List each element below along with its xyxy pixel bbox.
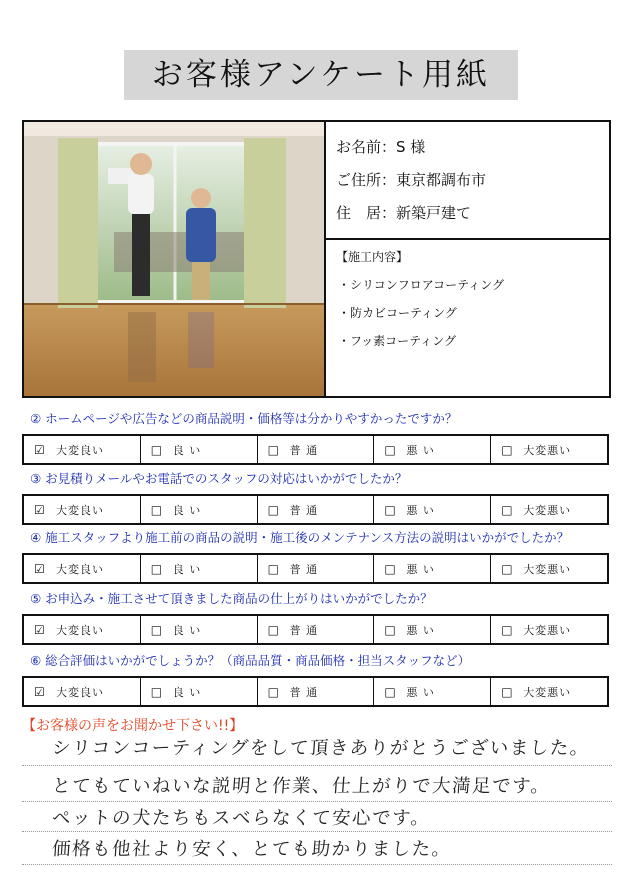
option-label: 良 い	[172, 503, 202, 517]
checkbox-icon[interactable]: □	[384, 561, 396, 576]
option-label: 良 い	[172, 623, 202, 637]
checkbox-icon[interactable]: ☑	[34, 622, 45, 637]
question-text: ④ 施工スタッフより施工前の商品の説明・施工後のメンテナンス方法の説明はいかがでしたか？	[30, 530, 570, 545]
address-row	[336, 169, 609, 202]
checkbox-icon[interactable]: □	[384, 442, 396, 457]
answer-option[interactable]	[258, 678, 375, 705]
answer-option[interactable]	[491, 678, 607, 705]
option-label: 大変良い	[56, 443, 104, 457]
checkbox-icon[interactable]: □	[501, 684, 513, 699]
answer-option[interactable]	[491, 616, 607, 643]
answer-row	[22, 494, 609, 525]
answer-row	[22, 676, 609, 707]
answer-option[interactable]	[491, 555, 607, 582]
customer-box	[22, 120, 611, 398]
option-label: 大変悪い	[523, 503, 572, 517]
answer-option[interactable]	[374, 496, 491, 523]
answer-option[interactable]	[258, 496, 375, 523]
name-value: S 様	[396, 138, 426, 156]
residence-label: 住 居：	[336, 204, 397, 222]
ruled-line	[22, 801, 612, 802]
checkbox-icon[interactable]: □	[150, 561, 163, 576]
checkbox-icon[interactable]: □	[501, 502, 513, 517]
answer-option[interactable]	[258, 616, 375, 643]
option-label: 大変悪い	[523, 443, 572, 457]
handwritten-comment-line: とてもていねいな説明と作業、仕上がりで大満足です。	[51, 776, 552, 797]
ruled-line	[22, 765, 612, 766]
checkbox-icon[interactable]: ☑	[34, 684, 45, 699]
checkbox-icon[interactable]: □	[150, 622, 163, 637]
answer-option[interactable]	[374, 678, 491, 705]
checkbox-icon[interactable]: □	[150, 442, 163, 457]
option-label: 良 い	[172, 562, 202, 576]
question-text: ⑥ 総合評価はいかがでしょうか？（商品品質・商品価格・担当スタッフなど）	[30, 653, 471, 668]
checkbox-icon[interactable]: □	[267, 622, 279, 637]
answer-option[interactable]	[374, 616, 491, 643]
option-label: 悪 い	[406, 685, 435, 699]
work-item: ・フッ素コーティング	[338, 334, 456, 348]
option-label: 普 通	[289, 685, 319, 699]
checkbox-icon[interactable]: □	[267, 442, 279, 457]
answer-option[interactable]	[141, 555, 258, 582]
checkbox-icon[interactable]: □	[384, 502, 396, 517]
work-heading: 【施工内容】	[336, 250, 409, 264]
answer-row	[22, 553, 609, 584]
answer-row	[22, 614, 609, 645]
option-label: 悪 い	[406, 562, 435, 576]
checkbox-icon[interactable]: ☑	[34, 561, 45, 576]
answer-option[interactable]	[491, 436, 607, 463]
residence-row	[336, 202, 609, 235]
option-label: 大変良い	[56, 685, 104, 699]
question-text: ② ホームページや広告などの商品説明・価格等は分かりやすかったですか？	[30, 411, 458, 426]
checkbox-icon[interactable]: □	[384, 622, 396, 637]
name-label: お名前：	[336, 138, 397, 156]
handwritten-comment-line: ペットの犬たちもスベらなくて安心です。	[51, 808, 432, 829]
option-label: 悪 い	[406, 623, 435, 637]
customer-info	[326, 122, 609, 240]
answer-option[interactable]	[24, 496, 141, 523]
customer-photo	[24, 122, 326, 396]
handwritten-comment-line: 価格も他社より安く、とても助かりました。	[51, 839, 453, 860]
answer-option[interactable]	[374, 436, 491, 463]
answer-option[interactable]	[24, 616, 141, 643]
residence-value: 新築戸建て	[396, 204, 472, 222]
checkbox-icon[interactable]: □	[384, 684, 396, 699]
answer-option[interactable]	[491, 496, 607, 523]
answer-option[interactable]	[258, 555, 375, 582]
answer-row	[22, 434, 609, 465]
answer-option[interactable]	[374, 555, 491, 582]
question-text: ③ お見積りメールやお電話でのスタッフの対応はいかがでしたか？	[30, 471, 408, 486]
answer-option[interactable]	[258, 436, 375, 463]
answer-option[interactable]	[24, 678, 141, 705]
option-label: 普 通	[289, 503, 319, 517]
option-label: 大変悪い	[523, 623, 572, 637]
option-label: 大変良い	[56, 562, 104, 576]
ruled-line	[22, 864, 612, 865]
checkbox-icon[interactable]: □	[150, 684, 163, 699]
answer-option[interactable]	[24, 555, 141, 582]
option-label: 良 い	[172, 685, 202, 699]
checkbox-icon[interactable]: ☑	[34, 502, 45, 517]
ruled-line	[22, 831, 612, 832]
option-label: 大変悪い	[523, 562, 572, 576]
checkbox-icon[interactable]: □	[501, 622, 513, 637]
option-label: 大変悪い	[523, 685, 572, 699]
answer-option[interactable]	[141, 496, 258, 523]
name-row	[336, 136, 609, 169]
handwritten-comment-line: シリコンコーティングをして頂きありがとうございました。	[51, 738, 591, 759]
answer-option[interactable]	[24, 436, 141, 463]
checkbox-icon[interactable]: □	[267, 502, 279, 517]
work-item: ・防カビコーティング	[338, 306, 457, 320]
question-text: ⑤ お申込み・施工させて頂きました商品の仕上がりはいかがでしたか？	[30, 591, 433, 606]
checkbox-icon[interactable]: □	[267, 561, 279, 576]
option-label: 普 通	[289, 623, 319, 637]
answer-option[interactable]	[141, 616, 258, 643]
option-label: 良 い	[172, 443, 202, 457]
checkbox-icon[interactable]: □	[150, 502, 163, 517]
work-item: ・シリコンフロアコーティング	[338, 278, 504, 292]
checkbox-icon[interactable]: □	[267, 684, 279, 699]
address-label: ご住所：	[336, 171, 397, 189]
option-label: 普 通	[289, 562, 319, 576]
customer-voice-heading: 【お客様の声をお聞かせ下さい!!】	[22, 718, 244, 734]
option-label: 大変良い	[56, 623, 104, 637]
work-content	[326, 240, 609, 396]
address-value: 東京都調布市	[396, 171, 487, 189]
option-label: 悪 い	[406, 443, 435, 457]
answer-option[interactable]	[141, 436, 258, 463]
option-label: 悪 い	[406, 503, 435, 517]
option-label: 普 通	[289, 443, 319, 457]
option-label: 大変良い	[56, 503, 104, 517]
checkbox-icon[interactable]: □	[501, 442, 513, 457]
form-title: お客様アンケート用紙	[124, 50, 518, 100]
checkbox-icon[interactable]: □	[501, 561, 513, 576]
answer-option[interactable]	[141, 678, 258, 705]
room-photo-illustration	[24, 122, 324, 396]
checkbox-icon[interactable]: ☑	[34, 442, 45, 457]
